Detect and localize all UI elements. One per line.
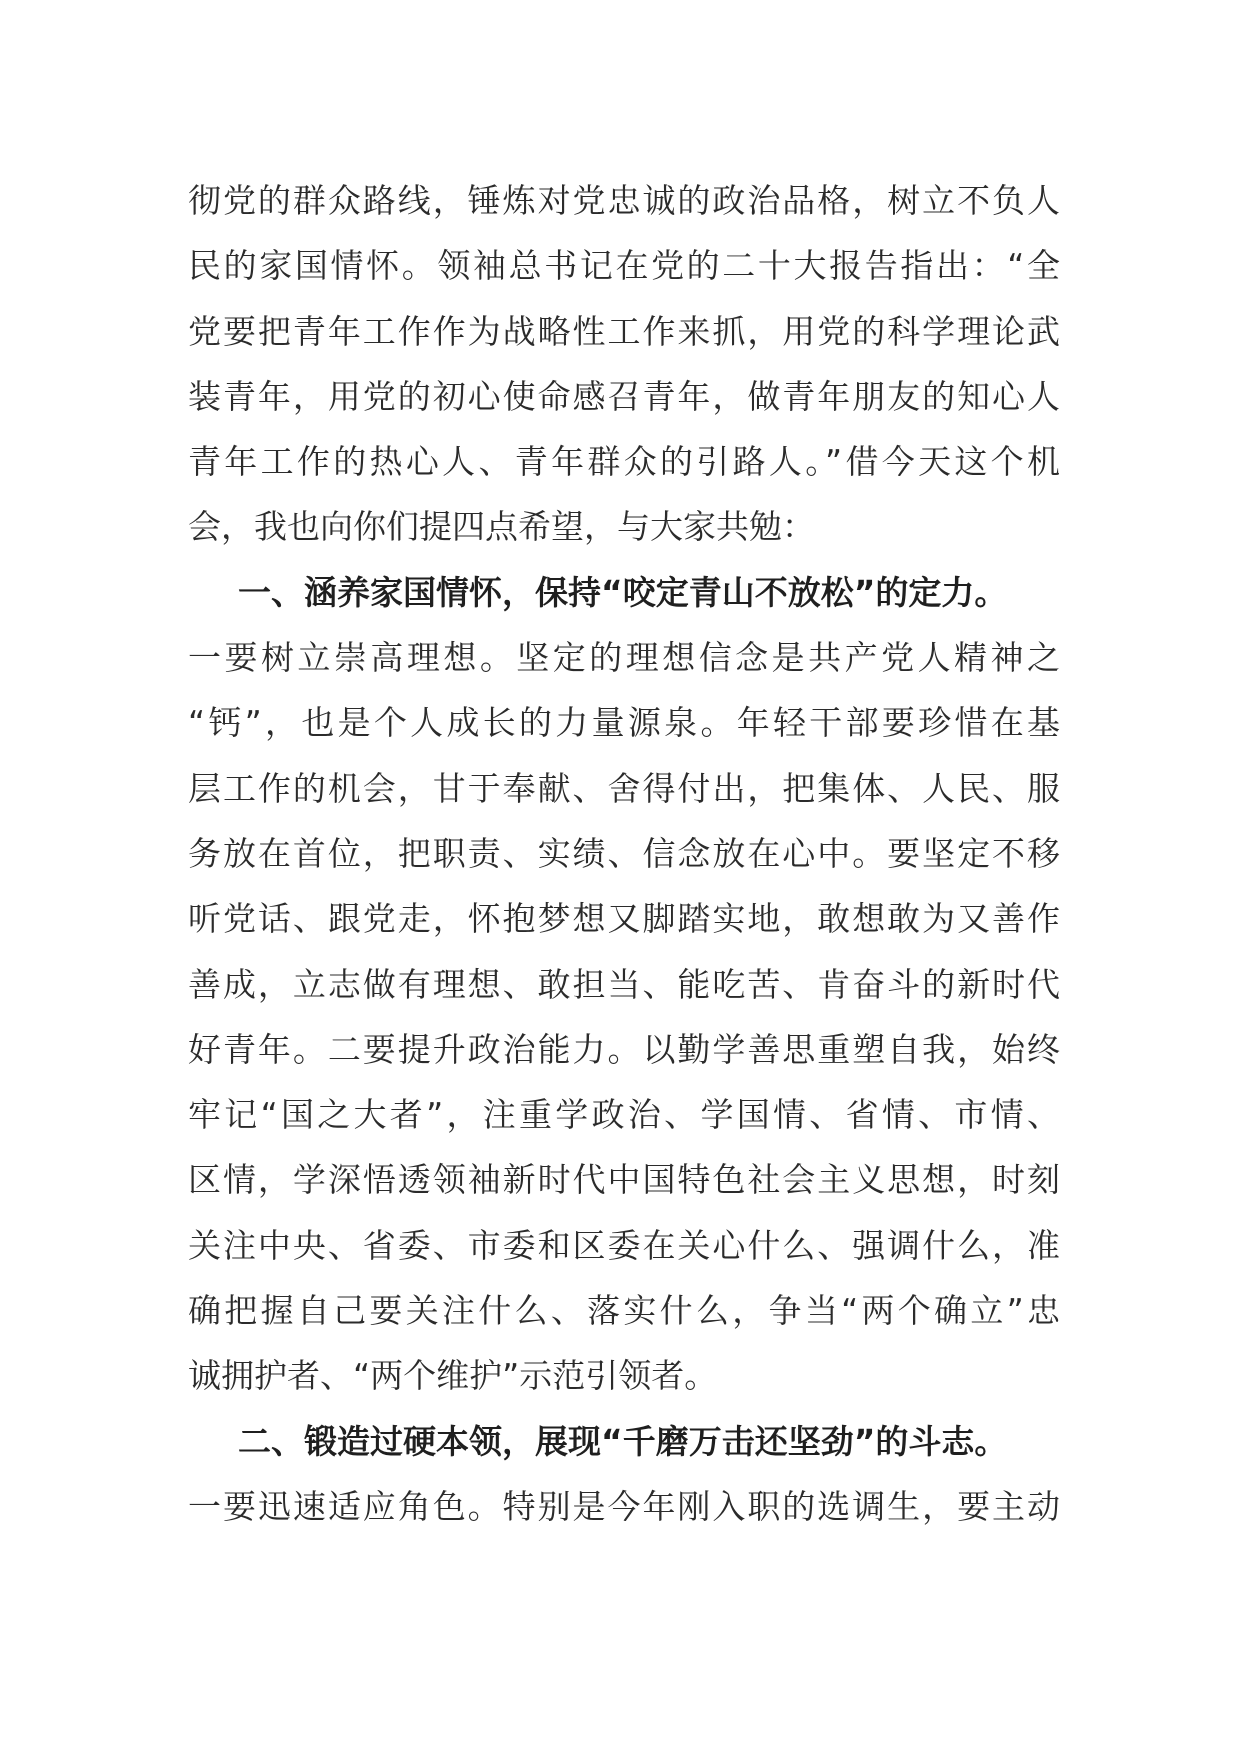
- text-line: 善成，立志做有理想、敢担当、能吃苦、肯奋斗的新时代: [188, 964, 1060, 1004]
- text-line: 区情，学深悟透领袖新时代中国特色社会主义思想，时刻: [188, 1160, 1060, 1200]
- text-line: 好青年。二要提升政治能力。以勤学善思重塑自我，始终: [188, 1029, 1060, 1069]
- text-line: 彻党的群众路线，锤炼对党忠诚的政治品格，树立不负人: [188, 181, 1060, 220]
- text-line: 关注中央、省委、市委和区委在关心什么、强调什么，准: [188, 1225, 1060, 1265]
- text-line: 一要迅速适应角色。特别是今年刚入职的选调生，要主动: [188, 1486, 1060, 1526]
- text-line: 诚拥护者、“两个维护”示范引领者。: [188, 1356, 718, 1396]
- section-heading-1: 一、涵养家国情怀，保持“咬定青山不放松”的定力。: [238, 572, 1008, 612]
- text-line: 层工作的机会，甘于奉献、舍得付出，把集体、人民、服: [188, 768, 1060, 808]
- text-line: “钙”，也是个人成长的力量源泉。年轻干部要珍惜在基: [188, 703, 1060, 743]
- section-heading-2: 二、锻造过硬本领，展现“千磨万击还坚劲”的斗志。: [238, 1421, 1008, 1461]
- body-text: [188, 168, 1060, 1539]
- text-line: 青年工作的热心人、青年群众的引路人。”借今天这个机: [188, 442, 1060, 482]
- text-line: 确把握自己要关注什么、落实什么，争当“两个确立”忠: [188, 1291, 1060, 1331]
- text-line: 会，我也向你们提四点希望，与大家共勉：: [188, 507, 815, 547]
- text-line: 务放在首位，把职责、实绩、信念放在心中。要坚定不移: [188, 833, 1060, 873]
- text-line: 一要树立崇高理想。坚定的理想信念是共产党人精神之: [188, 638, 1060, 678]
- text-line: 听党话、跟党走，怀抱梦想又脚踏实地，敢想敢为又善作: [188, 899, 1060, 939]
- text-line: 民的家国情怀。领袖总书记在党的二十大报告指出：“全: [188, 246, 1060, 286]
- text-line: 牢记“国之大者”，注重学政治、学国情、省情、市情、: [188, 1095, 1060, 1135]
- text-line: 党要把青年工作作为战略性工作来抓，用党的科学理论武: [188, 311, 1060, 351]
- text-line: 装青年，用党的初心使命感召青年，做青年朋友的知心人: [188, 376, 1060, 416]
